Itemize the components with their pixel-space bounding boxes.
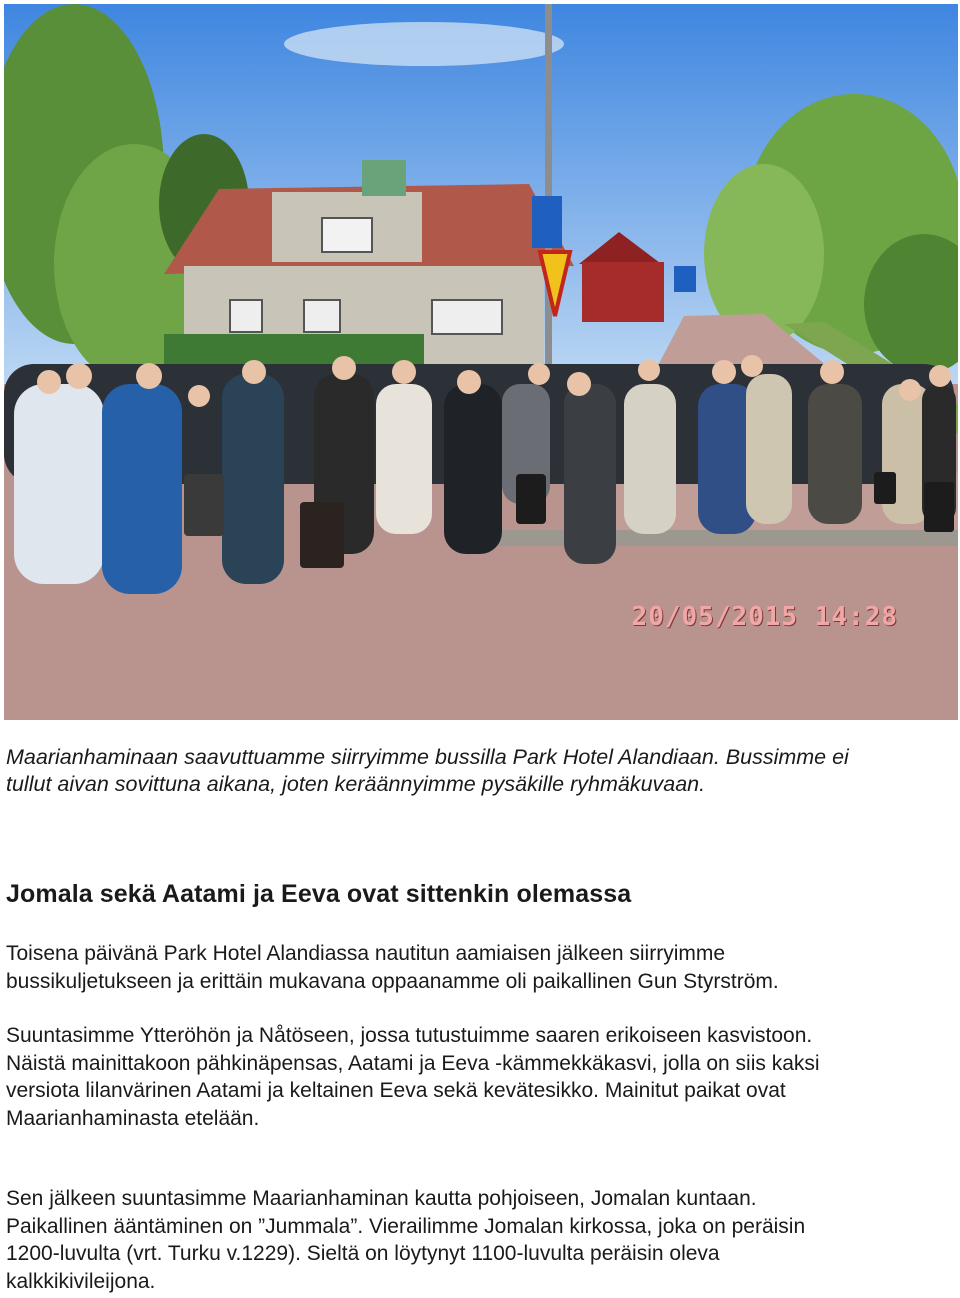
paragraph-1 (6, 940, 951, 995)
photo-caption (6, 744, 951, 798)
section-heading: Jomala sekä Aatami ja Eeva ovat sittenkin olemassa (6, 880, 632, 908)
caption-line: tullut aivan sovittuna aikana, joten keräännyimme pysäkille ryhmäkuvaan. (6, 772, 706, 796)
paragraph-line: Suuntasimme Ytteröhön ja Nåtöseen, jossa tutustuimme saaren erikoiseen kasvistoon. (6, 1024, 813, 1047)
paragraph-line: Näistä mainittakoon pähkinäpensas, Aatami ja Eeva -kämmekkäkasvi, jolla on siis kaksi (6, 1051, 820, 1075)
group-photo (4, 4, 958, 720)
paragraph-line: versiota lilanvärinen Aatami ja keltainen Eeva sekä kevätesikko. Mainitut paikat ovat (6, 1079, 786, 1102)
paragraph-line: kalkkikivileijona. (6, 1269, 156, 1293)
paragraph-3 (6, 1185, 951, 1295)
caption-line: Maarianhaminaan saavuttuamme siirryimme bussilla Park Hotel Alandiaan. Bussimme ei (6, 745, 849, 769)
photo-timestamp: 20/05/2015 14:28 (631, 602, 898, 632)
paragraph-line: Sen jälkeen suuntasimme Maarianhaminan kautta pohjoiseen, Jomalan kuntaan. (6, 1187, 757, 1210)
paragraph-line: Maarianhaminasta etelään. (6, 1106, 260, 1130)
paragraph-line: Toisena päivänä Park Hotel Alandiassa nautitun aamiaisen jälkeen siirryimme (6, 942, 726, 965)
paragraph-2 (6, 1022, 951, 1132)
paragraph-line: bussikuljetukseen ja erittäin mukavana oppaanamme oli paikallinen Gun Styrström. (6, 969, 779, 993)
paragraph-line: 1200-luvulta (vrt. Turku v.1229). Sieltä on löytynyt 1100-luvulta peräisin oleva (6, 1242, 720, 1265)
paragraph-line: Paikallinen ääntäminen on ”Jummala”. Vierailimme Jomalan kirkossa, joka on peräisin (6, 1214, 806, 1238)
